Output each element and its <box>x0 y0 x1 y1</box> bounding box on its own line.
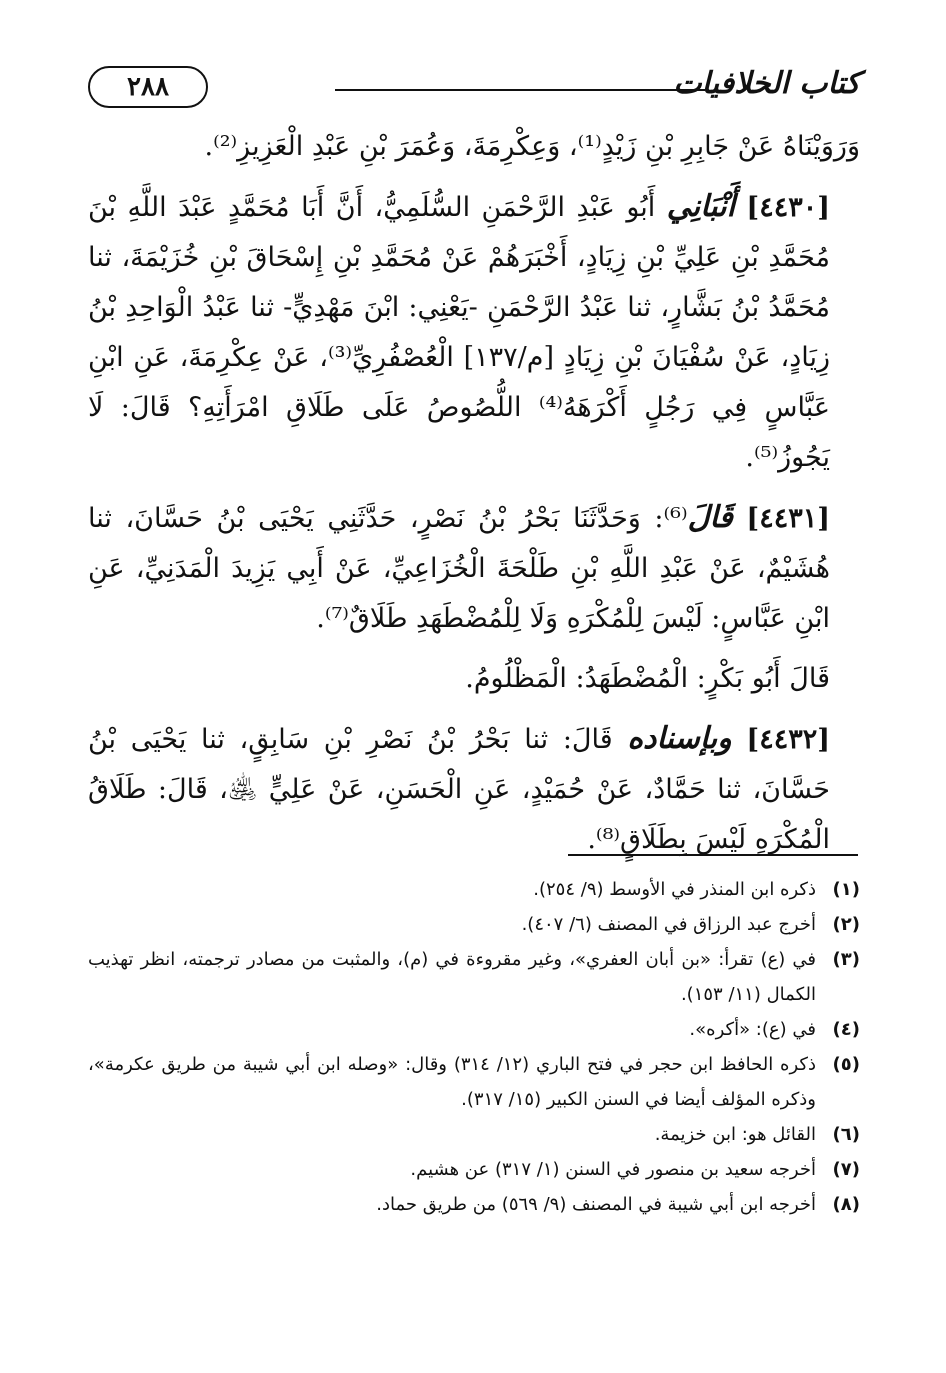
hadith-4430 <box>88 182 860 483</box>
footnote-number: (٥) <box>832 1054 860 1075</box>
footnote-text: في (ع): «أكره». <box>689 1019 816 1040</box>
footnote-number: (٤) <box>832 1019 860 1040</box>
hadith-number: [٤٤٣٠] <box>746 192 830 223</box>
page-number-badge: ٢٨٨ <box>88 66 208 108</box>
paragraph-intro: وَرَوَيْنَاهُ عَنْ جَابِرِ بْنِ زَيْدٍ⁽¹⁾، وَعِكْرِمَةَ، وَعُمَرَ بْنِ عَبْدِ الْعَزِيزِ⁽²⁾. <box>204 131 860 162</box>
book-title: كتاب الخلافيات <box>673 66 860 101</box>
footnote-item <box>88 1012 860 1047</box>
hadith-lead-word: وبإسناده <box>627 721 732 756</box>
hadith-number: [٤٤٣١] <box>746 503 830 534</box>
footnote-item <box>88 1117 860 1152</box>
hadith-lead-word: أَنْبَانِي <box>666 189 735 224</box>
footnote-item <box>88 942 860 1012</box>
hadith-4431 <box>88 493 860 644</box>
footnote-separator <box>568 854 858 856</box>
footnote-item <box>88 872 860 907</box>
page-header <box>88 62 860 110</box>
footnote-text: أخرجه سعيد بن منصور في السنن (١/ ٣١٧) عن هشيم. <box>410 1159 816 1180</box>
footnote-item <box>88 1047 860 1117</box>
footnote-number: (١) <box>832 879 860 900</box>
footnote-number: (٦) <box>832 1124 860 1145</box>
footnote-text: أخرجه ابن أبي شيبة في المصنف (٩/ ٥٦٩) من طريق حماد. <box>376 1194 816 1215</box>
footnotes <box>88 872 860 1222</box>
main-text <box>88 122 860 875</box>
footnote-number: (٧) <box>832 1159 860 1180</box>
footnote-item <box>88 1187 860 1222</box>
footnote-text: أخرج عبد الرزاق في المصنف (٦/ ٤٠٧). <box>521 914 816 935</box>
hadith-text: قَالَ: ثنا بَحْرُ بْنُ نَصْرِ بْنِ سَابِقٍ، ثنا يَحْيَى بْنُ حَسَّانَ، ثنا حَمَّادٌ، عَنْ حُمَيْدٍ، عَنِ الْحَسَنِ، عَنْ عَلِيٍّ ﵁، قَالَ: طَلَاقُ الْمُكْرَهِ لَيْسَ بِطَلَاقٍ⁽⁸⁾. <box>88 724 830 855</box>
footnote-text: ذكره الحافظ ابن حجر في فتح الباري (١٢/ ٣١٤) وقال: «وصله ابن أبي شيبة من طريق عكرمة»، وذكره المؤلف أيضا في السنن الكبير (١٥/ ٣١٧). <box>88 1054 816 1110</box>
footnote-number: (٢) <box>832 914 860 935</box>
hadith-text: أَبُو عَبْدِ الرَّحْمَنِ السُّلَمِيُّ، أَنَّ أَبَا مُحَمَّدٍ عَبْدَ اللَّهِ بْنَ مُحَمَّدِ بْنِ عَلِيِّ بْنِ زِيَادٍ، أَخْبَرَهُمْ عَنْ مُحَمَّدِ بْنِ إِسْحَاقَ بْنِ خُزَيْمَةَ، ثنا مُحَمَّدُ بْنُ بَشَّارٍ، ثنا عَبْدُ الرَّحْمَنِ -يَعْنِي: ابْنَ مَهْدِيٍّ- ثنا عَبْدُ الْوَاحِدِ بْنُ زِيَادٍ، عَنْ سُفْيَانَ بْنِ زِيَادٍ [م/١٣٧] الْعُصْفُرِيِّ⁽³⁾، عَنْ عِكْرِمَةَ، عَنِ ابْنِ عَبَّاسٍ فِي رَجُلٍ أَكْرَهَهُ⁽⁴⁾ اللُّصُوصُ عَلَى طَلَاقِ امْرَأَتِهِ؟ قَالَ: لَا يَجُوزُ⁽⁵⁾. <box>88 192 830 473</box>
footnote-item <box>88 1152 860 1187</box>
hadith-text: ⁽⁶⁾: وَحَدَّثَنَا بَحْرُ بْنُ نَصْرٍ، حَدَّثَنِي يَحْيَى بْنُ حَسَّانَ، ثنا هُشَيْمٌ، عَنْ عَبْدِ اللَّهِ بْنِ طَلْحَةَ الْخُزَاعِيِّ، عَنْ أَبِي يَزِيدَ الْمَدَنِيِّ، عَنِ ابْنِ عَبَّاسٍ: لَيْسَ لِلْمُكْرَهِ وَلَا لِلْمُضْطَهَدِ طَلَاقٌ⁽⁷⁾. <box>88 503 830 634</box>
footnote-text: القائل هو: ابن خزيمة. <box>654 1124 816 1145</box>
footnote-text: ذكره ابن المنذر في الأوسط (٩/ ٢٥٤). <box>533 879 816 900</box>
footnote-number: (٣) <box>832 949 860 970</box>
hadith-lead-word: قَالَ <box>687 500 733 535</box>
hadith-number: [٤٤٣٢] <box>746 724 830 755</box>
footnote-number: (٨) <box>832 1194 860 1215</box>
header-rule <box>335 89 705 91</box>
footnote-item <box>88 907 860 942</box>
footnote-text: في (ع) تقرأ: «بن أبان العفري»، وغير مقروءة في (م)، والمثبت من مصادر ترجمته، انظر تهذيب الكمال (١١/ ١٥٣). <box>88 949 816 1005</box>
hadith-4432 <box>88 714 860 865</box>
paragraph-note: قَالَ أَبُو بَكْرٍ: الْمُضْطَهَدُ: الْمَظْلُومُ. <box>465 663 830 694</box>
